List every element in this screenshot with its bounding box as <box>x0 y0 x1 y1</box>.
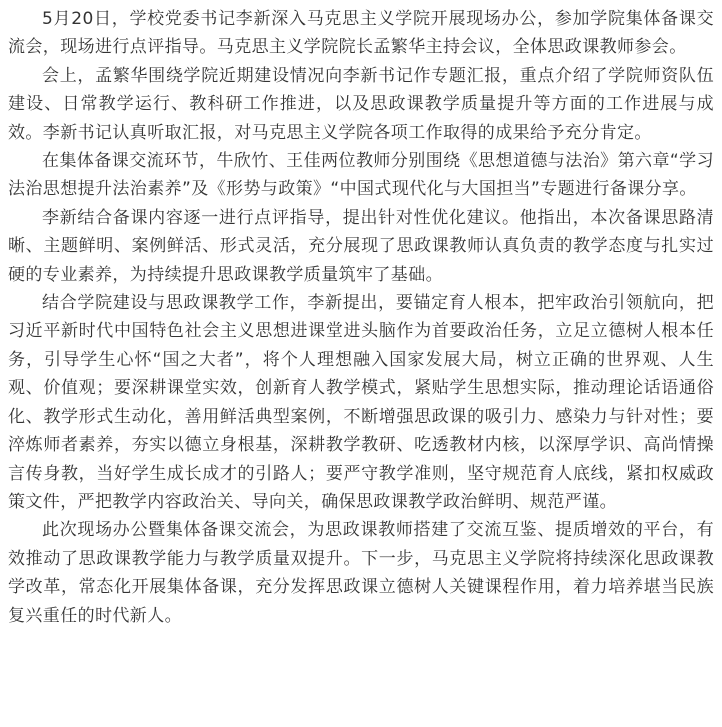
paragraph-2: 会上，孟繁华围绕学院近期建设情况向李新书记作专题汇报，重点介绍了学院师资队伍建设、日常教学运行、教科研工作推进，以及思政课教学质量提升等方面的工作进展与成效。李新书记认真听取汇报，对马克思主义学院各项工作取得的成果给予充分肯定。 <box>8 65 714 143</box>
paragraph-5: 结合学院建设与思政课教学工作，李新提出，要锚定育人根本，把牢政治引领航向，把习近平新时代中国特色社会主义思想进课堂进头脑作为首要政治任务，立足立德树人根本任务，引导学生心怀“国之大者”，将个人理想融入国家发展大局，树立正确的世界观、人生观、价值观；要深耕课堂实效，创新育人教学模式，紧贴学生思想实际，推动理论话语通俗化、教学形式生动化，善用鲜活典型案例，不断增强思政课的吸引力、感染力与针对性；要淬炼师者素养，夯实以德立身根基，深耕教学教研、吃透教材内核，以深厚学识、高尚情操言传身教，当好学生成长成才的引路人；要严守教学准则，坚守规范育人底线，紧扣权威政策文件，严把教学内容政治关、导向关，确保思政课教学政治鲜明、规范严谨。 <box>8 293 714 512</box>
paragraph-1: 5月20日，学校党委书记李新深入马克思主义学院开展现场办公，参加学院集体备课交流会，现场进行点评指导。马克思主义学院院长孟繁华主持会议，全体思政课教师参会。 <box>8 9 714 58</box>
paragraph-6: 此次现场办公暨集体备课交流会，为思政课教师搭建了交流互鉴、提质增效的平台，有效推动了思政课教学能力与教学质量双提升。下一步，马克思主义学院将持续深化思政课教学改革，常态化开展集体备课，充分发挥思政课立德树人关键课程作用，着力培养堪当民族复兴重任的时代新人。 <box>8 520 714 626</box>
paragraph-4: 李新结合备课内容逐一进行点评指导，提出针对性优化建议。他指出，本次备课思路清晰、主题鲜明、案例鲜活、形式灵活，充分展现了思政课教师认真负责的教学态度与扎实过硬的专业素养，为持续提升思政课教学质量筑牢了基础。 <box>8 207 714 285</box>
paragraph-3: 在集体备课交流环节，牛欣竹、王佳两位教师分别围绕《思想道德与法治》第六章“学习法治思想提升法治素养”及《形势与政策》“中国式现代化与大国担当”专题进行备课分享。 <box>8 151 714 200</box>
